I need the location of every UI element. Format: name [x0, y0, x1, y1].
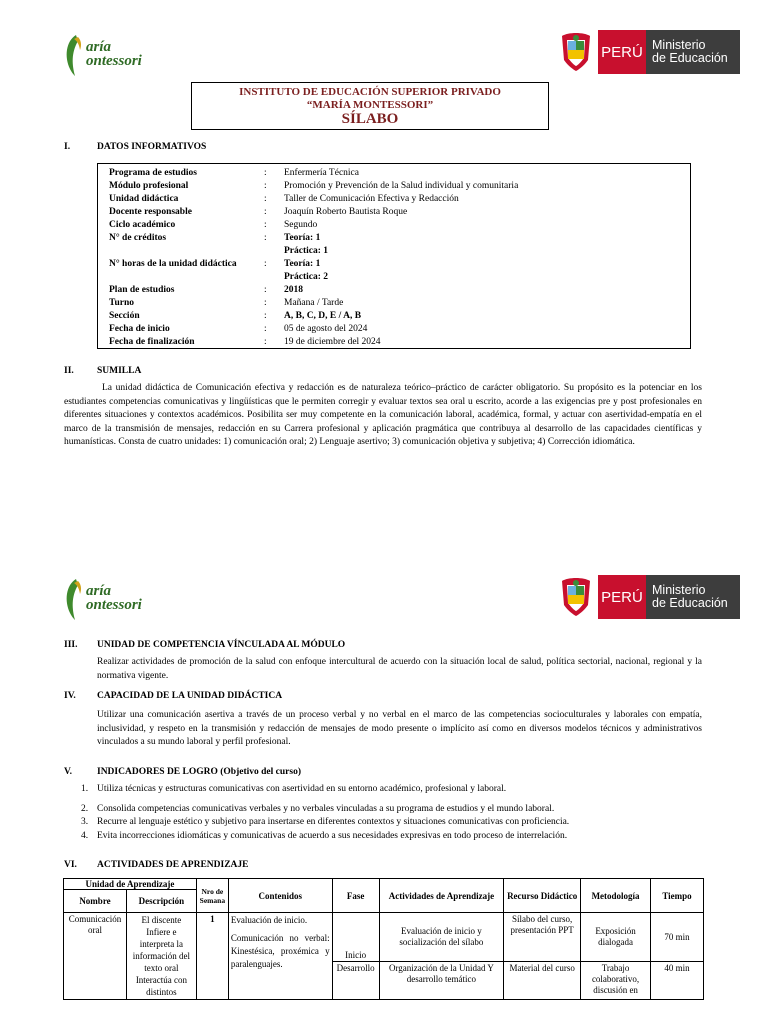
info-value: Segundo [284, 220, 318, 230]
info-value: Enfermería Técnica [284, 168, 359, 178]
info-label: Fecha de inicio [109, 324, 170, 334]
info-label: Módulo profesional [109, 181, 189, 191]
info-value: A, B, C, D, E / A, B [284, 311, 362, 321]
info-row [109, 219, 690, 232]
montessori-logo [62, 575, 142, 621]
cell-recurso: Material del curso [504, 962, 581, 1000]
info-row [109, 206, 690, 219]
info-label: N° de créditos [109, 233, 167, 243]
list-item-number: 1. [81, 784, 89, 794]
info-label: Fecha de finalización [109, 337, 195, 347]
cell-semana: 1 [196, 913, 228, 1000]
contenido-item: Comunicación no verbal: Kinestésica, proxémica y paralenguajes. [230, 933, 330, 969]
cell-contenidos [228, 913, 332, 1000]
info-row [109, 245, 690, 258]
info-row [109, 336, 690, 349]
info-value: Práctica: 2 [284, 272, 329, 282]
col-descripcion: Descripción [126, 890, 196, 913]
section-number: II. [64, 366, 74, 376]
section-title: CAPACIDAD DE LA UNIDAD DIDÁCTICA [97, 691, 283, 701]
montessori-leaf-icon [62, 31, 84, 77]
col-recurso: Recurso Didáctico [504, 879, 581, 913]
list-item-number: 2. [81, 803, 89, 814]
cell-descripcion: El discente Infiere e interpreta la información del texto oral Interactúa con distintos [126, 913, 196, 1000]
col-nombre: Nombre [64, 890, 127, 913]
section-2-heading [64, 366, 141, 376]
list-item-number: 3. [81, 817, 89, 827]
cell-actividades: Evaluación de inicio y socialización del sílabo [379, 913, 504, 962]
list-item-text: Recurre al lenguaje estético y subjetivo para insertarse en diferentes contextos y situaciones comunicativas con proficiencia. [97, 817, 570, 827]
section-title: DATOS INFORMATIVOS [97, 142, 207, 152]
minedu-logo [558, 575, 740, 619]
col-metodologia: Metodología [581, 879, 651, 913]
info-value: 2018 [284, 285, 303, 295]
info-row [109, 167, 690, 180]
document-type: SÍLABO [341, 111, 399, 127]
minedu-logo [558, 30, 740, 74]
cell-recurso: Sílabo del curso, presentación PPT [504, 913, 581, 962]
section-title: SUMILLA [97, 366, 142, 376]
info-row [109, 232, 690, 245]
info-table [97, 163, 691, 349]
info-colon: : [264, 233, 267, 243]
peru-coat-of-arms-icon [558, 577, 594, 617]
section-number: III. [64, 640, 78, 650]
section-5-heading [64, 767, 301, 777]
activities-table [63, 878, 704, 1000]
ministerio-label-line2: de Educación [652, 596, 728, 610]
section-3-heading [64, 640, 345, 650]
col-actividades: Actividades de Aprendizaje [379, 879, 504, 913]
cell-metodologia: Trabajo colaborativo, discusión en [581, 962, 651, 1000]
col-semana: Nro de Semana [196, 879, 228, 913]
contenido-item: Evaluación de inicio. [230, 915, 308, 925]
info-label: Docente responsable [109, 207, 192, 217]
section-4-heading [64, 691, 282, 701]
info-colon: : [264, 324, 267, 334]
info-label: N° horas de la unidad didáctica [109, 259, 237, 269]
montessori-logo-line2: ontessori [86, 53, 142, 69]
section-number: I. [64, 142, 71, 152]
sumilla-text: La unidad didáctica de Comunicación efectiva y redacción es de naturaleza teórico–práctico de carácter obligatorio. Su propósito es la potenciar en los estudiantes competencias comunicativas y lingüísticas que le permiten corregir y evaluar textos sea oral u escrito, acorde a las exigencias pre y post profesionales en diferentes situaciones y contextos académicos. Posibilita ser muy competente en la comunicación laboral, académica, formal, y actuar con asertividad-empatía en el marco de la transmisión de mensajes, redacción en su Carrera profesional y aplicación pragmática que contribuya al desarrollo de las capacidades científicas y humanísticas. Consta de cuatro unidades: 1) comunicación oral; 2) Lenguaje asertivo; 3) comunicación objetiva y subjetiva; 4) Corrección idiomática. [64, 383, 702, 447]
ministerio-label-line2: de Educación [652, 51, 728, 65]
info-colon: : [264, 207, 267, 217]
info-colon: : [264, 181, 267, 191]
info-label: Plan de estudios [109, 285, 175, 295]
info-value: Joaquín Roberto Bautista Roque [284, 207, 408, 217]
cell-tiempo: 70 min [651, 913, 704, 962]
section-6-heading [64, 860, 249, 870]
info-label [109, 245, 264, 258]
info-colon [264, 271, 284, 284]
info-label [109, 271, 264, 284]
info-label: Sección [109, 311, 140, 321]
info-colon: : [264, 194, 267, 204]
table-row [64, 913, 704, 962]
col-contenidos: Contenidos [228, 879, 332, 913]
institute-name: “MARÍA MONTESSORI” [306, 99, 434, 111]
cell-nombre: Comunicación oral [64, 913, 127, 1000]
montessori-logo-line1: aría [86, 583, 112, 599]
cell-fase: Desarrollo [332, 962, 379, 1000]
document-title-box [191, 82, 549, 130]
info-colon: : [264, 168, 267, 178]
info-row [109, 271, 690, 284]
info-value: Práctica: 1 [284, 246, 329, 256]
capacidad-text: Utilizar una comunicación asertiva a través de un proceso verbal y no verbal en el marco de las competencias socioculturales y laborales con empatía, inclusividad, y respeto en la transmisión y redacción de mensajes de modo presente o implícito así como en diversos modelos técnicos y administrativos vinculados a su mundo laboral y perfil profesional. [97, 710, 702, 747]
info-value: Taller de Comunicación Efectiva y Redacción [284, 194, 459, 204]
section-number: IV. [64, 691, 76, 701]
montessori-logo-line1: aría [86, 39, 112, 55]
col-fase: Fase [332, 879, 379, 913]
section-number: VI. [64, 860, 77, 870]
info-value: Promoción y Prevención de la Salud individual y comunitaria [284, 181, 519, 191]
info-colon: : [264, 311, 267, 321]
info-row [109, 258, 690, 271]
table-header-row [64, 879, 704, 890]
info-row [109, 284, 690, 297]
info-label: Programa de estudios [109, 168, 197, 178]
institute-title: INSTITUTO DE EDUCACIÓN SUPERIOR PRIVADO [239, 86, 501, 98]
info-value: Mañana / Tarde [284, 298, 344, 308]
ministerio-label-line1: Ministerio [652, 38, 706, 52]
montessori-logo-line2: ontessori [86, 597, 142, 613]
info-rows [109, 167, 690, 349]
list-item-text: Consolida competencias comunicativas verbales y no verbales vinculadas a su programa de estudios y el mundo laboral. [97, 803, 555, 814]
info-value: Teoría: 1 [284, 233, 321, 243]
cell-metodologia: Exposición dialogada [581, 913, 651, 962]
list-item-number: 4. [81, 830, 89, 841]
section-number: V. [64, 767, 73, 777]
section-title: UNIDAD DE COMPETENCIA VÍNCULADA AL MÓDULO [97, 640, 346, 650]
competencia-text: Realizar actividades de promoción de la salud con enfoque intercultural de acuerdo con la situación local de salud, política sectorial, nacional, regional y la normativa vigente. [97, 657, 702, 681]
info-colon: : [264, 220, 267, 230]
info-value: 19 de diciembre del 2024 [284, 337, 381, 347]
section-title: INDICADORES DE LOGRO (Objetivo del curso) [97, 767, 301, 777]
section-title: ACTIVIDADES DE APRENDIZAJE [97, 860, 249, 870]
peru-label: PERÚ [598, 30, 646, 74]
info-row [109, 193, 690, 206]
col-tiempo: Tiempo [651, 879, 704, 913]
cell-actividades: Organización de la Unidad Y desarrollo temático [379, 962, 504, 1000]
info-value: 05 de agosto del 2024 [284, 324, 368, 334]
montessori-logo [62, 31, 142, 77]
info-colon: : [264, 298, 267, 308]
info-colon: : [264, 259, 267, 269]
montessori-leaf-icon [62, 575, 84, 621]
section-1-heading [64, 142, 206, 152]
list-item [64, 830, 704, 844]
info-value: Teoría: 1 [284, 259, 321, 269]
list-item-text: Evita incorrecciones idiomáticas y comunicativas de acuerdo a sus necesidades expresivas en todo proceso de interrelación. [97, 830, 568, 841]
info-colon [264, 245, 284, 258]
cell-tiempo: 40 min [651, 962, 704, 1000]
info-label: Ciclo académico [109, 220, 176, 230]
info-label: Turno [109, 298, 134, 308]
list-item [64, 803, 704, 817]
info-row [109, 310, 690, 323]
peru-label: PERÚ [598, 575, 646, 619]
list-item [64, 816, 704, 830]
info-label: Unidad didáctica [109, 194, 179, 204]
peru-coat-of-arms-icon [558, 32, 594, 72]
ministerio-label-line1: Ministerio [652, 583, 706, 597]
indicadores-list [64, 783, 704, 843]
info-row [109, 297, 690, 310]
list-item-text: Utiliza técnicas y estructuras comunicativas con asertividad en su entorno académico, profesional y laboral. [97, 784, 507, 794]
list-item [64, 783, 704, 797]
col-unidad: Unidad de Aprendizaje [64, 879, 197, 890]
cell-fase: Inicio [332, 913, 379, 962]
info-colon: : [264, 285, 267, 295]
info-colon: : [264, 337, 267, 347]
info-row [109, 180, 690, 193]
info-row [109, 323, 690, 336]
